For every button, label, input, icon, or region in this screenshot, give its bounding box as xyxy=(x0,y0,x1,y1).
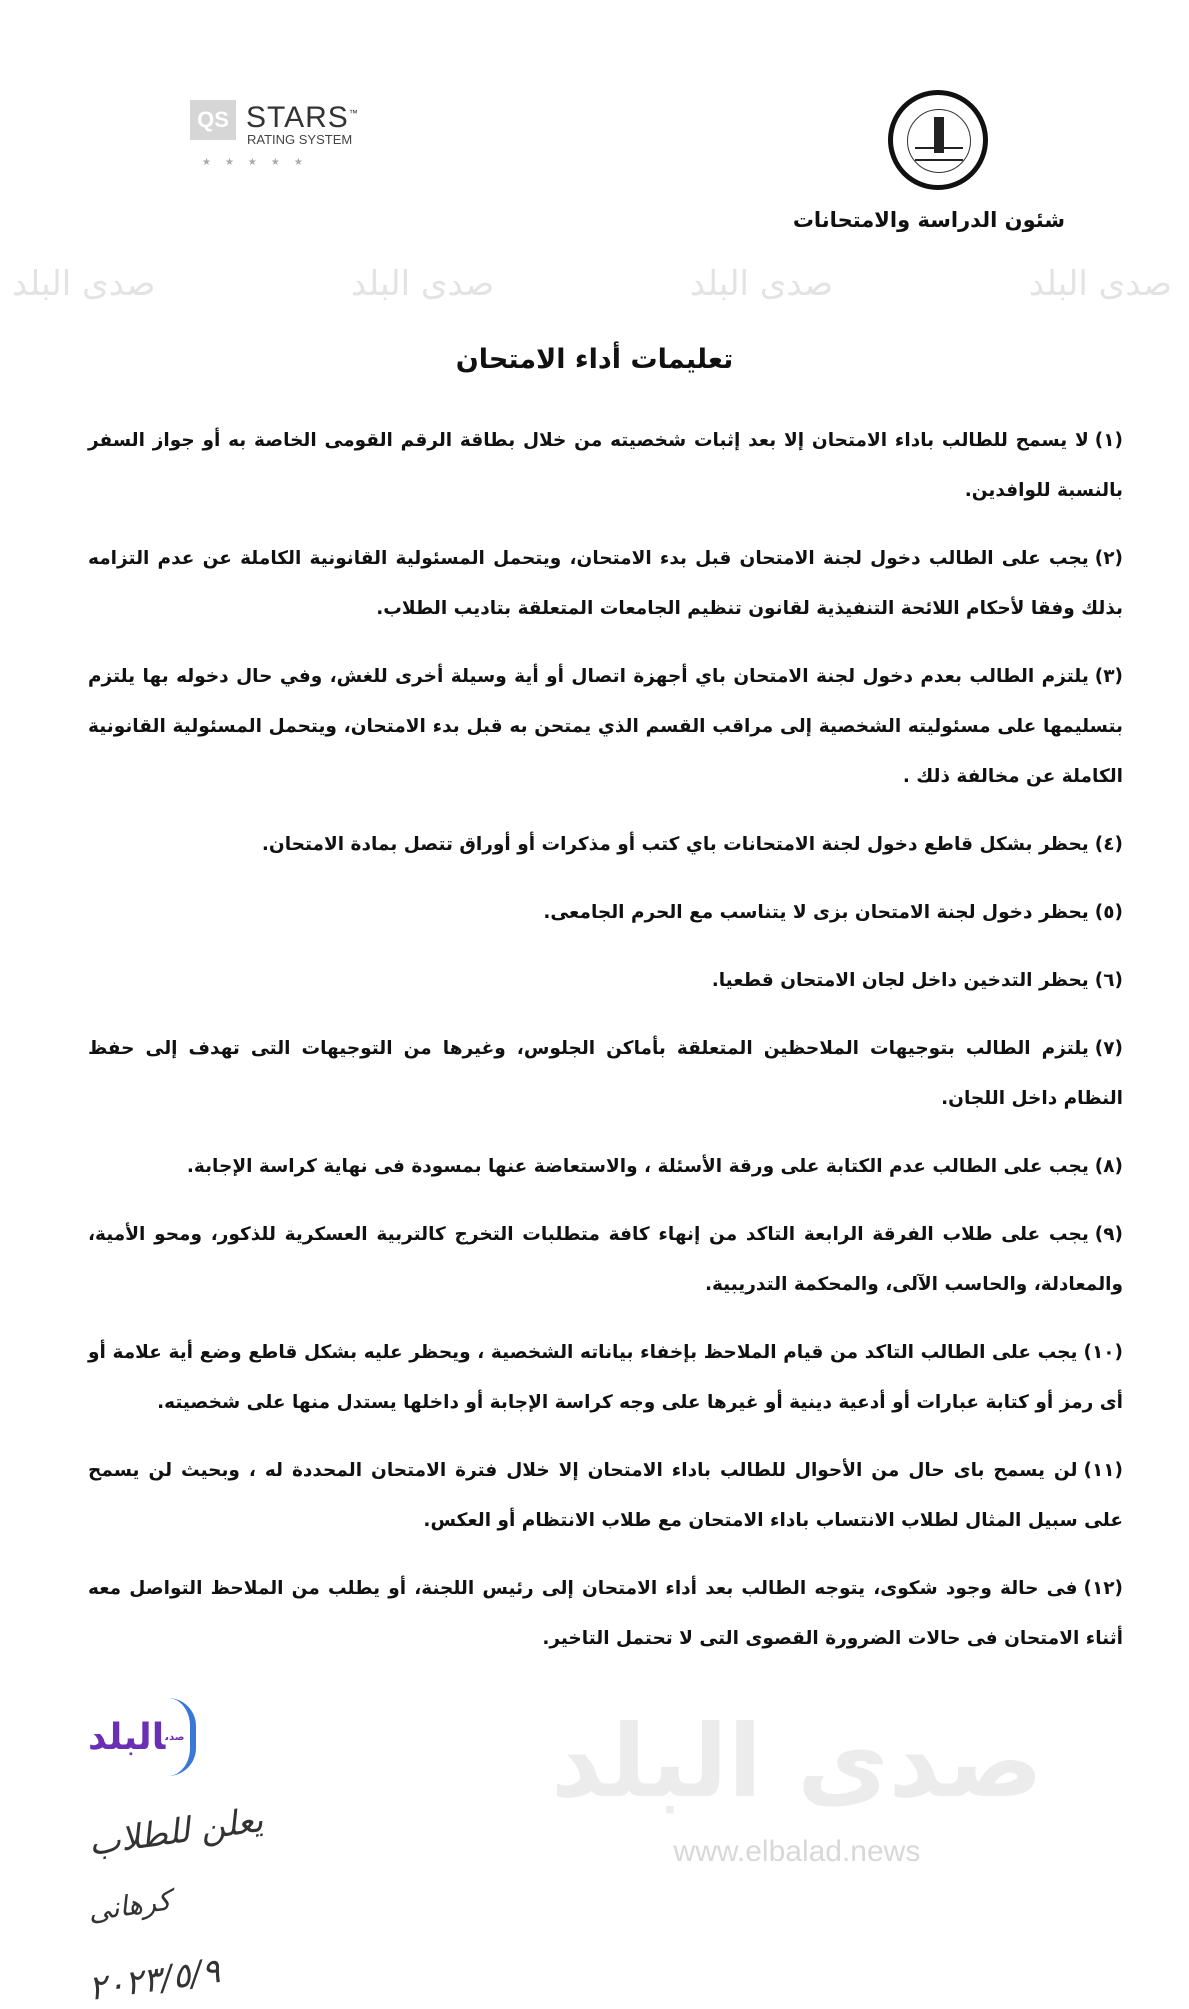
instruction-item xyxy=(88,956,1123,1006)
qs-tm: ™ xyxy=(348,108,359,118)
page-footer xyxy=(85,1682,1123,2009)
item-number: (١١) xyxy=(1083,1460,1123,1481)
document-title: تعليمات أداء الامتحان xyxy=(455,344,734,375)
handwritten-signature: كرهانى xyxy=(86,1883,174,1928)
item-number: (٦) xyxy=(1094,970,1123,991)
instruction-item xyxy=(88,888,1123,938)
instruction-item xyxy=(88,820,1123,870)
item-text: يجب على الطالب التاكد من قيام الملاحظ بإخفاء بياناته الشخصية ، ويحظر عليه بشكل قاطع وضع أية علامة أو أى رمز أو كتابة عبارات أو أدعية دينية أو غيرها على وجه كراسة الإجابة أو داخلها يستدل منها على شخصيته. xyxy=(88,1342,1123,1413)
instruction-item xyxy=(88,1142,1123,1192)
instruction-item xyxy=(88,1564,1123,1664)
watermark-row xyxy=(12,262,1172,306)
item-text: فى حالة وجود شكوى، يتوجه الطالب بعد أداء الامتحان إلى رئيس اللجنة، أو يطلب من الملاحظ التواصل معه أثناء الامتحان فى حالات الضرورة القصوى التى لا تحتمل التاخير. xyxy=(88,1578,1123,1649)
instruction-item xyxy=(88,416,1123,516)
qs-logo-subtitle: RATING SYSTEM xyxy=(247,132,353,147)
watermark-big: صدى البلد xyxy=(550,1703,1043,1820)
item-number: (٨) xyxy=(1094,1156,1123,1177)
instruction-item xyxy=(88,1024,1123,1124)
item-number: (١٠) xyxy=(1083,1342,1123,1363)
elbalad-logo xyxy=(88,1698,203,1778)
item-number: (٩) xyxy=(1094,1224,1123,1245)
item-text: يجب على الطالب عدم الكتابة على ورقة الأسئلة ، والاستعاضة عنها بمسودة فى نهاية كراسة الإجابة. xyxy=(186,1156,1089,1177)
qs-logo-word xyxy=(246,96,359,135)
item-text: يجب على طلاب الفرقة الرابعة التاكد من إنهاء كافة متطلبات التخرج كالتربية العسكرية للذكور، ومحو الأمية، والمعادلة، والحاسب الآلى، والمحكمة التدريبية. xyxy=(88,1224,1123,1295)
university-seal-logo xyxy=(888,90,988,190)
watermark-text: صدى البلد xyxy=(689,264,834,304)
qs-stars-icon: ★★★★★ xyxy=(202,157,317,168)
item-text: يحظر التدخين داخل لجان الامتحان قطعيا. xyxy=(711,970,1089,991)
item-number: (٥) xyxy=(1094,902,1123,923)
qs-word: STARS xyxy=(246,101,349,134)
qs-logo-box: QS xyxy=(190,100,236,140)
item-number: (١) xyxy=(1094,430,1123,451)
item-number: (٢) xyxy=(1094,548,1123,569)
handwritten-date: ٢٠٢٣/٥/٩ xyxy=(85,1950,223,2009)
item-number: (١٢) xyxy=(1083,1578,1123,1599)
qs-stars-logo xyxy=(190,96,365,176)
item-text: يحظر بشكل قاطع دخول لجنة الامتحانات باي كتب أو مذكرات أو أوراق تتصل بمادة الامتحان. xyxy=(261,834,1089,855)
watermark-text: صدى البلد xyxy=(12,264,156,304)
instruction-item xyxy=(88,1446,1123,1546)
item-text: لن يسمح باى حال من الأحوال للطالب باداء الامتحان إلا خلال فترة الامتحان المحددة له ، وبحيث لن يسمح على سبيل المثال لطلاب الانتساب باداء الامتحان مع طلاب الانتظام أو العكس. xyxy=(88,1460,1123,1531)
item-number: (٣) xyxy=(1094,666,1123,687)
instruction-item xyxy=(88,1328,1123,1428)
watermark-url: www.elbalad.news xyxy=(673,1835,921,1868)
watermark-text: صدى البلد xyxy=(350,264,495,304)
item-text: يلتزم الطالب بتوجيهات الملاحظين المتعلقة بأماكن الجلوس، وغيرها من التوجيهات التى تهدف إلى حفظ النظام داخل اللجان. xyxy=(88,1038,1123,1109)
instruction-item xyxy=(88,1210,1123,1310)
brand-small: صدى xyxy=(165,1732,185,1743)
instruction-item xyxy=(88,652,1123,802)
seal-base xyxy=(915,147,963,161)
instructions-list xyxy=(85,416,1123,2009)
item-text: لا يسمح للطالب باداء الامتحان إلا بعد إثبات شخصيته من خلال بطاقة الرقم القومى الخاصة به أو جواز السفر بالنسبة للوافدين. xyxy=(88,430,1123,501)
item-number: (٧) xyxy=(1094,1038,1123,1059)
instruction-item xyxy=(88,534,1123,634)
item-number: (٤) xyxy=(1094,834,1123,855)
handwritten-note: يعلن للطلاب xyxy=(86,1799,266,1865)
item-text: يجب على الطالب دخول لجنة الامتحان قبل بدء الامتحان، ويتحمل المسئولية القانونية الكاملة عن عدم التزامه بذلك وفقا لأحكام اللائحة التنفيذية لقانون تنظيم الجامعات المتعلقة بتاديب الطلاب. xyxy=(88,548,1123,619)
watermark-block xyxy=(551,1682,1043,1870)
item-text: يحظر دخول لجنة الامتحان بزى لا يتناسب مع الحرم الجامعى. xyxy=(543,902,1089,923)
watermark-text: صدى البلد xyxy=(1028,264,1172,304)
department-name: شئون الدراسة والامتحانات xyxy=(792,208,1065,232)
brand-word: البلد xyxy=(88,1717,166,1758)
brand-text xyxy=(88,1716,184,1760)
handwriting-block xyxy=(85,1682,418,2009)
item-text: يلتزم الطالب بعدم دخول لجنة الامتحان باي أجهزة اتصال أو أية وسيلة أخرى للغش، وفي حال دخوله بها يلتزم بتسليمها على مسئوليته الشخصية إلى مراقب القسم الذي يمتحن به قبل بدء الامتحان، ويتحمل المسئولية القانونية الكاملة عن مخالفة ذلك . xyxy=(88,666,1123,787)
